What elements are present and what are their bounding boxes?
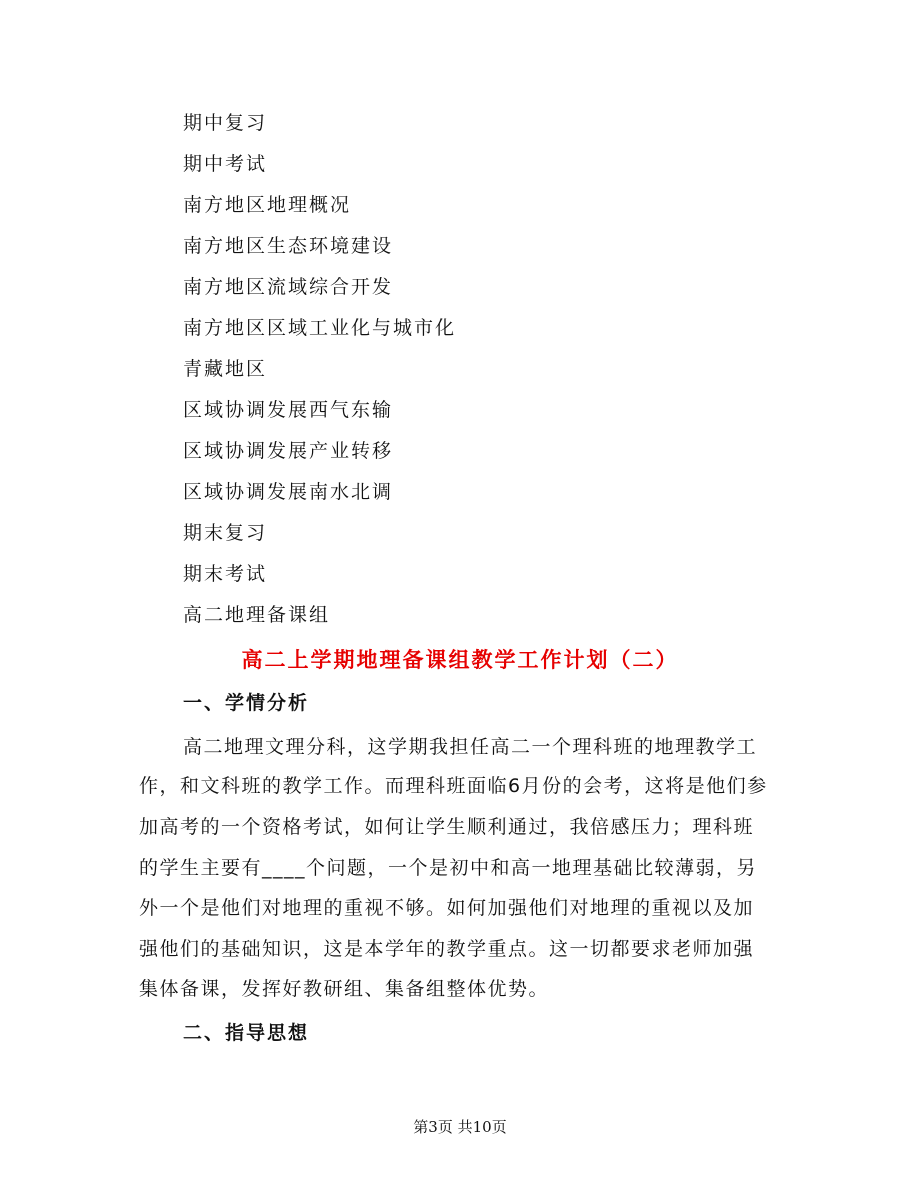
- list-item: 南方地区区域工业化与城市化: [183, 317, 457, 339]
- list-item: 南方地区地理概况: [183, 194, 352, 216]
- paragraph-line: 外一个是他们对地理的重视不够。如何加强他们对地理的重视以及加: [139, 897, 755, 919]
- paragraph-line: 高二地理文理分科，这学期我担任高二一个理科班的地理教学工: [183, 736, 758, 758]
- paragraph-line: 加高考的一个资格考试，如何让学生顺利通过，我倍感压力；理科班: [139, 816, 755, 838]
- section-heading-guiding-thought: 二、指导思想: [183, 1022, 310, 1044]
- list-item: 南方地区流域综合开发: [183, 276, 394, 298]
- list-item: 高二地理备课组: [183, 604, 331, 626]
- page-number: 第3页 共10页: [413, 1118, 507, 1136]
- list-item: 区域协调发展产业转移: [183, 440, 394, 462]
- paragraph-line: 集体备课，发挥好教研组、集备组整体优势。: [139, 978, 550, 1000]
- paragraph-line: 作，和文科班的教学工作。而理科班面临6月份的会考，这将是他们参: [139, 775, 768, 797]
- list-item: 期中复习: [183, 112, 268, 134]
- list-item: 期中考试: [183, 153, 268, 175]
- list-item: 期末考试: [183, 563, 268, 585]
- list-item: 区域协调发展南水北调: [183, 481, 394, 503]
- list-item: 区域协调发展西气东输: [183, 399, 394, 421]
- paragraph-line: 的学生主要有____个问题，一个是初中和高一地理基础比较薄弱，另: [139, 857, 758, 879]
- section-heading-situation-analysis: 一、学情分析: [183, 692, 310, 714]
- document-title: 高二上学期地理备课组教学工作计划（二）: [241, 648, 679, 672]
- list-item: 青藏地区: [183, 358, 268, 380]
- list-item: 南方地区生态环境建设: [183, 235, 394, 257]
- paragraph-line: 强他们的基础知识，这是本学年的教学重点。这一切都要求老师加强: [139, 938, 755, 960]
- list-item: 期末复习: [183, 522, 268, 544]
